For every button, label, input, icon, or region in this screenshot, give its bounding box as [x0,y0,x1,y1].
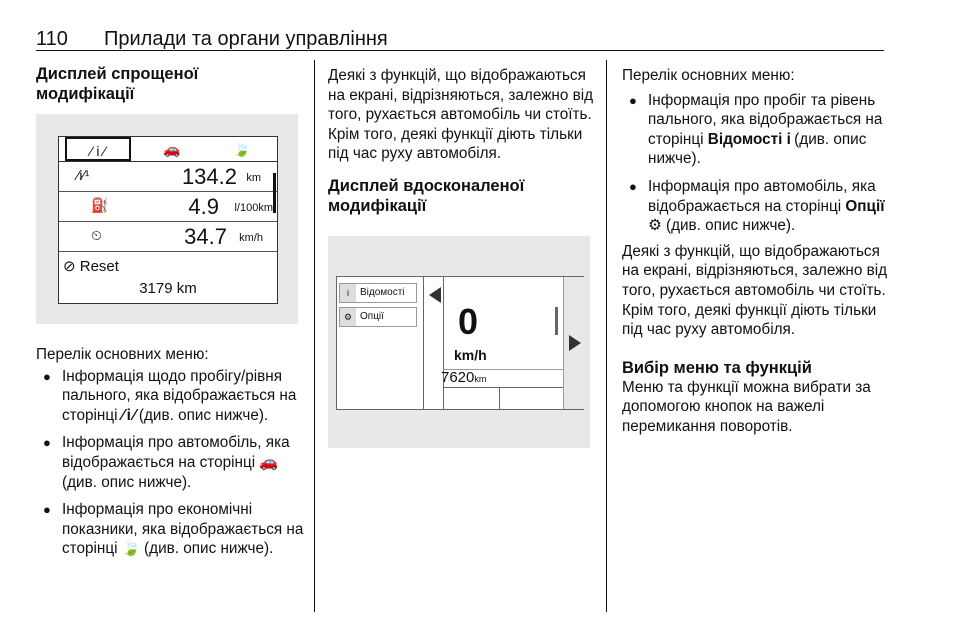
list-item: ● Інформація про економічні показники, яка відображається на сторінці 🍃 (див. опис нижче). [36,500,306,559]
column-divider [606,60,607,612]
speed-unit: km/h [239,232,263,244]
list-item: ● Інформація про пробіг та рівень пального, яка відображається на сторінці Відомості i (див. опис нижче). [622,91,890,169]
paragraph: Деякі з функцій, що відображаються на екрані, відрізняються, залежно від того, рухається автомобіль чи стоїть. Крім того, деякі функції діють тільки під час руху автомобіля. [622,242,888,339]
menu-item-info: i Відомості [339,283,417,303]
page-title: Прилади та органи управління [104,28,388,50]
trip-icon: ⁄i⁄¹ [77,167,90,183]
tab-trip-icon: ⁄ i ⁄ [65,137,131,161]
arrow-left-icon [429,287,441,303]
list-intro: Перелік основних меню: [36,346,209,363]
fuel-value: 4.9 [188,194,219,219]
advanced-display-screen [336,276,584,410]
column-1 [36,64,298,104]
options-icon: ⚙ [648,217,662,235]
simple-display-screen [58,136,278,304]
list-item: ● Інформація про автомобіль, яка відображається на сторінці 🚗 (див. опис нижче). [36,433,306,492]
paragraph: Меню та функції можна вибрати за допомогою кнопок на важелі перемикання поворотів. [622,378,871,435]
menu-list [36,367,306,559]
column-2 [328,66,594,216]
page-number: 110 [36,28,68,50]
page-header [36,28,388,51]
column-3 [622,66,890,437]
divider [443,387,583,388]
options-icon: ⚙ [340,308,356,326]
info-icon: i [786,130,790,148]
trip-icon: ⁄ i ⁄ [121,406,135,424]
advanced-display-figure [328,236,590,448]
speed-value: 0 [458,301,479,342]
odometer: 7620km [441,369,487,386]
list-intro: Перелік основних меню: [622,67,795,84]
leaf-icon: 🍃 [121,540,140,558]
speed-unit: km/h [454,347,487,363]
simple-display-figure [36,114,298,324]
trip-value: 134.2 [181,164,237,189]
tab-eco-icon: 🍃 [233,141,251,157]
speed-value: 34.7 [184,224,227,249]
paragraph: Деякі з функцій, що відображаються на екрані, відрізняються, залежно від того, рухається автомобіль чи стоїть. Крім того, деякі функції діють тільки під час руху автомобіля. [328,67,594,163]
section-heading: Дисплей вдосконаленої модифікації [328,176,525,215]
speed-icon: ⏲ [91,227,102,243]
fuel-row [59,193,277,222]
list-item: ● Інформація про автомобіль, яка відображається на сторінці Опції ⚙ (див. опис нижче). [622,177,890,236]
header-rule [36,50,884,51]
arrow-right-icon [569,335,581,351]
fuel-icon: ⛽ [91,197,109,213]
car-icon: 🚗 [259,453,278,471]
info-icon: i [340,284,356,302]
reset-label: ⊘ Reset [63,258,119,275]
speed-panel [443,277,564,409]
speed-row [59,223,277,252]
trip-unit: km [246,172,261,184]
column-divider [314,60,315,612]
divider [499,387,500,409]
column-1-text [36,345,306,559]
trip-row [59,163,277,192]
tab-vehicle-icon: 🚗 [163,141,181,157]
section-heading: Вибір меню та функцій [622,358,812,377]
scrollbar [273,173,276,213]
list-item: ● Інформація щодо пробігу/рівня пального, яка відображається на сторінці ⁄ i ⁄ (див. опис нижче). [36,367,306,426]
scrollbar [555,307,558,335]
menu-item-options: ⚙ Опції [339,307,417,327]
menu-list [622,91,890,236]
total-distance: 3179 km [139,280,197,297]
menu-pane [337,277,424,409]
section-heading: Дисплей спрощеної модифікації [36,65,199,103]
display-tabs [59,137,277,162]
fuel-unit: l/100km [234,202,273,214]
